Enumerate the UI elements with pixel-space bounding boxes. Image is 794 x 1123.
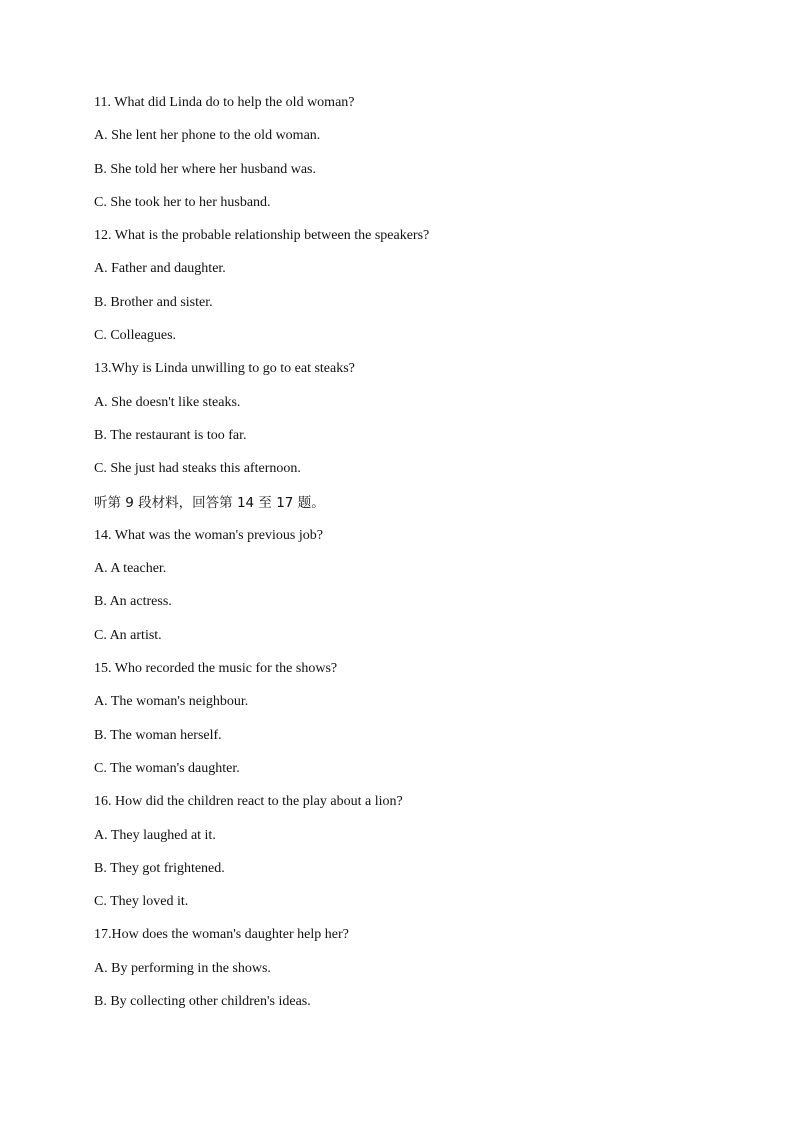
option-12-a: A. Father and daughter. [94, 261, 226, 277]
question-15: 15. Who recorded the music for the shows? [94, 661, 338, 677]
question-16: 16. How did the children react to the play about a lion? [94, 794, 403, 810]
question-11: 11. What did Linda do to help the old woman? [94, 95, 355, 110]
option-15-b: B. The woman herself. [94, 727, 222, 743]
option-17-b: B. By collecting other children's ideas. [94, 994, 311, 1010]
option-16-a: A. They laughed at it. [94, 827, 216, 843]
option-12-c: C. Colleagues. [94, 328, 177, 344]
question-17: 17.How does the woman's daughter help her? [94, 927, 349, 943]
option-15-c: C. The woman's daughter. [94, 760, 240, 776]
question-12: 12. What is the probable relationship between the speakers? [94, 228, 430, 244]
question-13: 13.Why is Linda unwilling to go to eat steaks? [94, 361, 355, 377]
question-14: 14. What was the woman's previous job? [94, 527, 323, 543]
option-11-c: C. She took her to her husband. [94, 194, 271, 210]
option-17-a: A. By performing in the shows. [94, 960, 271, 976]
option-14-a: A. A teacher. [94, 561, 167, 577]
option-13-b: B. The restaurant is too far. [94, 427, 247, 443]
option-13-a: A. She doesn't like steaks. [94, 394, 241, 410]
option-16-c: C. They loved it. [94, 894, 189, 910]
option-12-b: B. Brother and sister. [94, 294, 213, 310]
option-15-a: A. The woman's neighbour. [94, 694, 249, 710]
option-11-b: B. She told her where her husband was. [94, 161, 317, 177]
document-page [94, 93, 734, 1025]
option-13-c: C. She just had steaks this afternoon. [94, 461, 301, 477]
option-11-a: A. She lent her phone to the old woman. [94, 128, 321, 144]
option-14-b: B. An actress. [94, 594, 172, 610]
option-16-b: B. They got frightened. [94, 860, 225, 876]
option-14-c: C. An artist. [94, 627, 162, 643]
section-heading: 听第 9 段材料，回答第 14 至 17 题。 [94, 494, 325, 511]
